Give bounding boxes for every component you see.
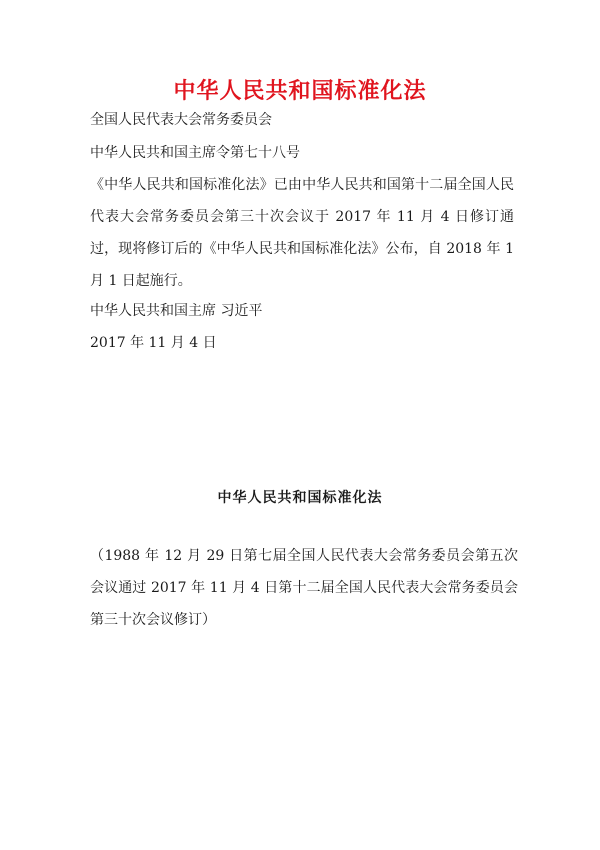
law-title: 中华人民共和国标准化法 [217,490,383,506]
signed-date-line: 2017 年 11 月 4 日 [90,335,217,351]
history-note: （1988 年 12 月 29 日第七届全国人民代表大会常务委员会第五次会议通过 2017 年 11 月 4 日第十二届全国人民代表大会常务委员会第三十次会议修订） [90,548,518,628]
main-title: 中华人民共和国标准化法 [173,79,427,104]
issuer-line: 全国人民代表大会常务委员会 [90,112,272,128]
signatory-line: 中华人民共和国主席 习近平 [90,303,263,319]
order-number-line: 中华人民共和国主席令第七十八号 [90,145,300,161]
announcement-paragraph: 《中华人民共和国标准化法》已由中华人民共和国第十二届全国人民代表大会常务委员会第三十次会议于 2017 年 11 月 4 日修订通过，现将修订后的《中华人民共和国标准化法》公布，自 2018 年 1 月 1 日起施行。 [90,177,514,289]
